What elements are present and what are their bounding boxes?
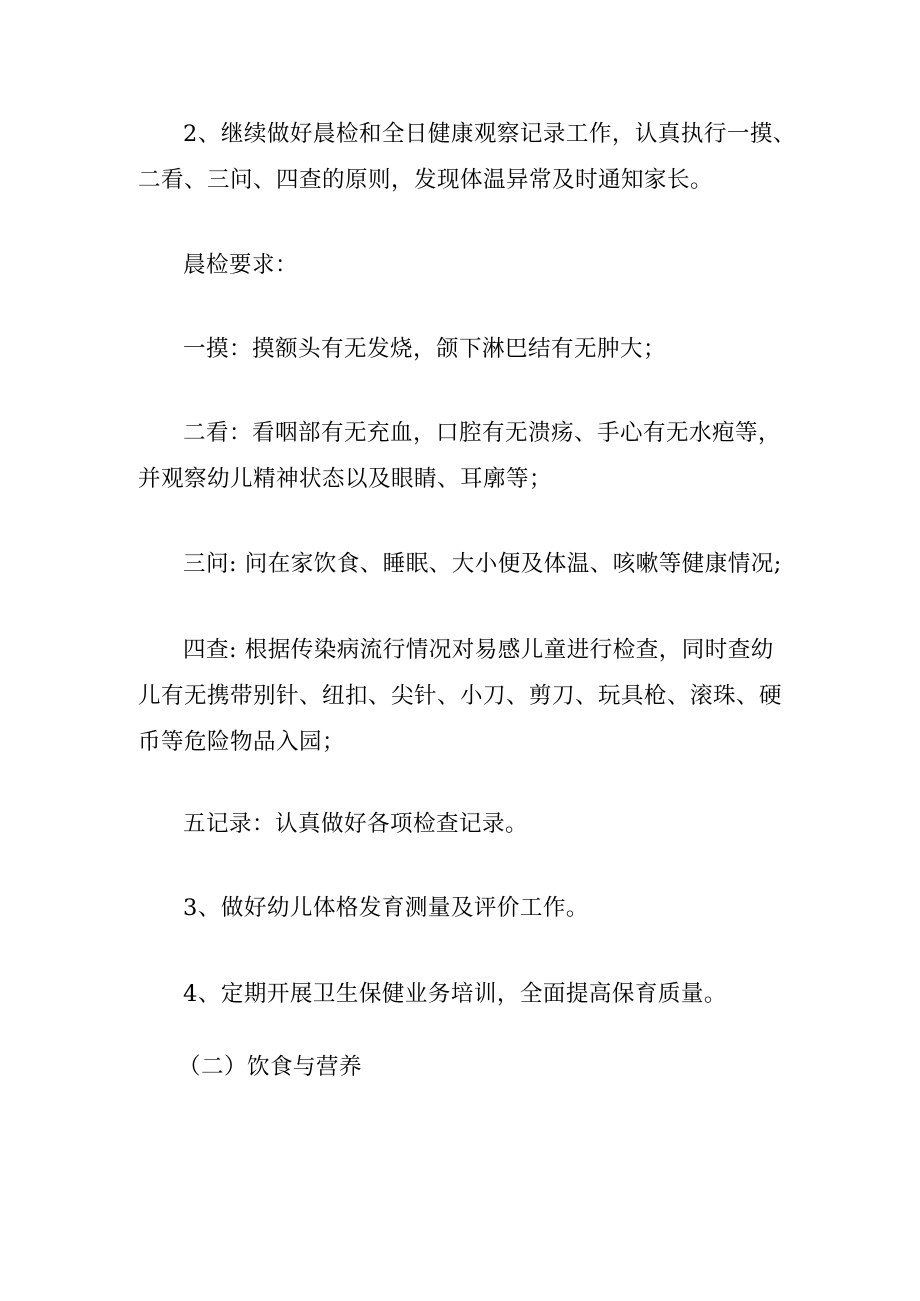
paragraph-look xyxy=(138,410,798,502)
text-line: 一摸：摸额头有无发烧，颌下淋巴结有无肿大； xyxy=(183,336,667,362)
text-line: 4、定期开展卫生保健业务培训，全面提高保育质量。 xyxy=(183,981,727,1007)
text-line: 2、继续做好晨检和全日健康观察记录工作，认真执行一摸、 xyxy=(183,121,796,147)
section-heading-diet-nutrition xyxy=(138,1044,798,1090)
text-line: 3、做好幼儿体格发育测量及评价工作。 xyxy=(183,895,589,921)
paragraph-inspect xyxy=(138,627,798,765)
text-line: 四查: 根据传染病流行情况对易感儿童进行检查，同时查幼 xyxy=(183,637,774,663)
text-line: 二看、三问、四查的原则，发现体温异常及时通知家长。 xyxy=(138,167,714,193)
paragraph-growth-measurement xyxy=(138,885,798,931)
text-line: 三问: 问在家饮食、睡眠、大小便及体温、咳嗽等健康情况; xyxy=(183,551,782,577)
paragraph-morning-check-work xyxy=(138,111,798,203)
paragraph-record xyxy=(138,801,798,847)
text-line: 币等危险物品入园； xyxy=(138,729,346,755)
text-line: （二）饮食与营养 xyxy=(178,1054,363,1080)
text-line: 儿有无携带别针、纽扣、尖针、小刀、剪刀、玩具枪、滚珠、硬 xyxy=(138,683,783,709)
paragraph-touch xyxy=(138,326,798,372)
paragraph-training xyxy=(138,971,798,1017)
text-line: 二看：看咽部有无充血，口腔有无溃疡、手心有无水疱等， xyxy=(183,420,782,446)
paragraph-morning-check-requirements xyxy=(138,242,798,288)
text-line: 并观察幼儿精神状态以及眼睛、耳廓等； xyxy=(138,466,553,492)
text-line: 晨检要求： xyxy=(183,252,299,278)
paragraph-ask xyxy=(138,541,798,587)
text-line: 五记录：认真做好各项检查记录。 xyxy=(183,811,529,837)
